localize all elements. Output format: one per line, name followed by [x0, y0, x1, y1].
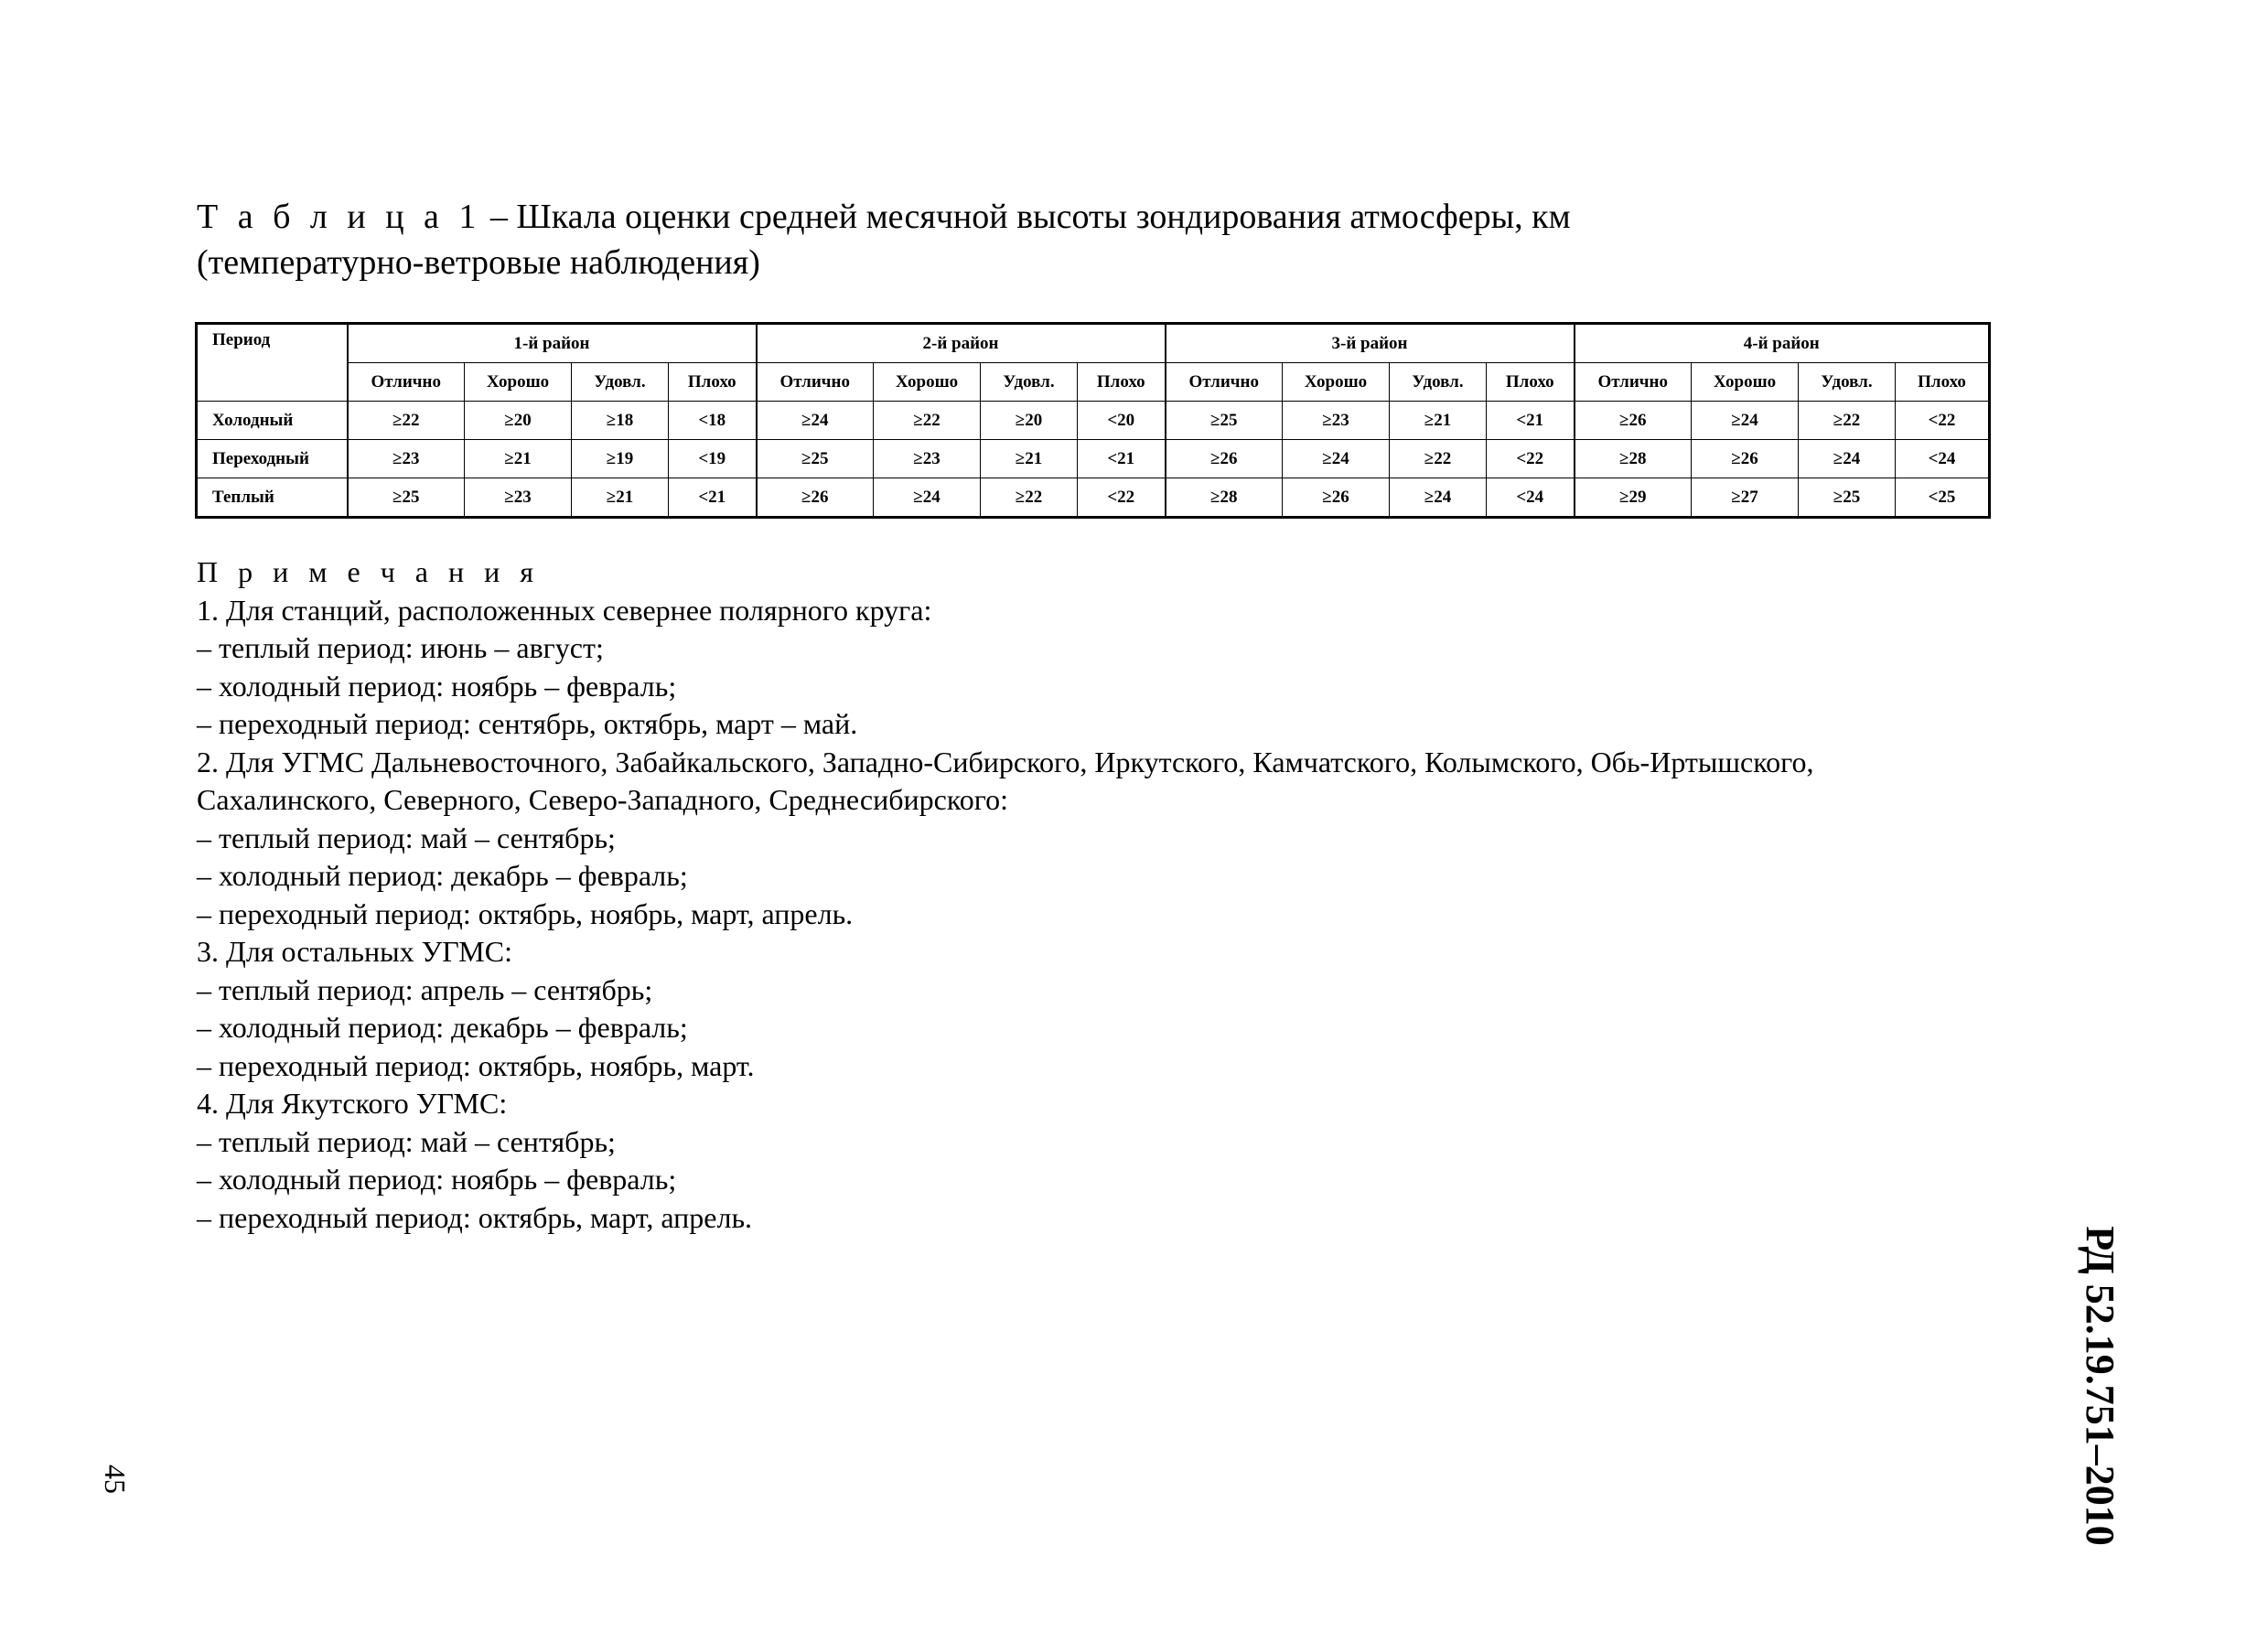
region-header: 2-й район	[757, 324, 1166, 363]
caption-line2: (температурно-ветровые наблюдения)	[197, 243, 760, 282]
value-cell: ≥25	[1799, 478, 1896, 518]
value-cell: ≥26	[1575, 402, 1692, 440]
note-line: – переходный период: октябрь, ноябрь, март, апрель.	[197, 896, 854, 930]
value-cell: <19	[669, 440, 757, 478]
region-header: 3-й район	[1166, 324, 1575, 363]
note-line: – теплый период: апрель – сентябрь;	[197, 972, 653, 1006]
value-cell: ≥26	[757, 478, 874, 518]
grade-header: Хорошо	[1692, 363, 1799, 402]
sounding-height-scale-table	[195, 322, 1991, 519]
grade-header: Хорошо	[874, 363, 981, 402]
value-cell: ≥24	[874, 478, 981, 518]
value-cell: ≥20	[981, 402, 1078, 440]
value-cell: <24	[1487, 478, 1575, 518]
value-cell: ≥24	[1799, 440, 1896, 478]
grade-header: Удовл.	[981, 363, 1078, 402]
value-cell: ≥23	[348, 440, 465, 478]
period-cell: Холодный	[197, 402, 348, 440]
value-cell: ≥28	[1166, 478, 1283, 518]
value-cell: ≥22	[1390, 440, 1487, 478]
grade-header: Отлично	[757, 363, 874, 402]
note-line: 3. Для остальных УГМС:	[197, 935, 512, 968]
value-cell: ≥24	[1390, 478, 1487, 518]
document-code: РД 52.19.751–2010	[2078, 1226, 2123, 1546]
value-cell: <24	[1896, 440, 1990, 478]
page-number: 45	[99, 1465, 132, 1494]
value-cell: ≥25	[1166, 402, 1283, 440]
value-cell: ≥26	[1166, 440, 1283, 478]
grade-header: Отлично	[348, 363, 465, 402]
value-cell: ≥24	[757, 402, 874, 440]
grade-header: Удовл.	[1390, 363, 1487, 402]
value-cell: ≥22	[981, 478, 1078, 518]
value-cell: ≥26	[1283, 478, 1390, 518]
grade-header: Удовл.	[572, 363, 669, 402]
value-cell: ≥21	[1390, 402, 1487, 440]
table-row	[197, 402, 1990, 440]
value-cell: ≥27	[1692, 478, 1799, 518]
value-cell: ≥21	[981, 440, 1078, 478]
value-cell: ≥18	[572, 402, 669, 440]
value-cell: ≥23	[465, 478, 572, 518]
grade-header: Плохо	[1896, 363, 1990, 402]
value-cell: <21	[669, 478, 757, 518]
value-cell: <18	[669, 402, 757, 440]
note-line: 2. Для УГМС Дальневосточного, Забайкальского, Западно-Сибирского, Иркутского, Камчатского, Колымского, Обь-Иртышского,	[197, 745, 1814, 778]
value-cell: ≥24	[1692, 402, 1799, 440]
value-cell: ≥22	[874, 402, 981, 440]
value-cell: ≥23	[874, 440, 981, 478]
caption-prefix: Т а б л и ц а 1	[197, 198, 482, 236]
value-cell: ≥28	[1575, 440, 1692, 478]
region-header: 4-й район	[1575, 324, 1990, 363]
value-cell: ≥21	[465, 440, 572, 478]
note-line: – холодный период: декабрь – февраль;	[197, 1011, 688, 1044]
region-header: 1-й район	[348, 324, 757, 363]
grade-header-row	[197, 363, 1990, 402]
value-cell: <20	[1078, 402, 1166, 440]
value-cell: <22	[1896, 402, 1990, 440]
table-caption	[197, 194, 1935, 285]
grade-header: Плохо	[1078, 363, 1166, 402]
period-cell: Переходный	[197, 440, 348, 478]
note-line: 4. Для Якутского УГМС:	[197, 1087, 508, 1120]
grade-header: Плохо	[1487, 363, 1575, 402]
value-cell: ≥24	[1283, 440, 1390, 478]
note-line: – переходный период: октябрь, ноябрь, март.	[197, 1048, 755, 1082]
note-line: – переходный период: сентябрь, октябрь, март – май.	[197, 707, 858, 740]
grade-header: Плохо	[669, 363, 757, 402]
note-line: – теплый период: июнь – август;	[197, 631, 604, 664]
value-cell: <25	[1896, 478, 1990, 518]
period-header: Период	[197, 324, 348, 402]
caption-text: – Шкала оценки средней месячной высоты зондирования атмосферы, км	[481, 198, 1571, 236]
note-line: – холодный период: декабрь – февраль;	[197, 859, 688, 892]
value-cell: <21	[1487, 402, 1575, 440]
notes-section	[197, 553, 2072, 1237]
grade-header: Отлично	[1166, 363, 1283, 402]
note-line: – холодный период: ноябрь – февраль;	[197, 1163, 677, 1196]
table-row	[197, 478, 1990, 518]
value-cell: ≥25	[757, 440, 874, 478]
note-line: 1. Для станций, расположенных севернее полярного круга:	[197, 593, 932, 627]
value-cell: ≥22	[1799, 402, 1896, 440]
value-cell: <22	[1078, 478, 1166, 518]
value-cell: ≥19	[572, 440, 669, 478]
value-cell: ≥26	[1692, 440, 1799, 478]
note-line: – переходный период: октябрь, март, апрель.	[197, 1200, 753, 1234]
grade-header: Удовл.	[1799, 363, 1896, 402]
region-header-row	[197, 324, 1990, 363]
note-line: – холодный период: ноябрь – февраль;	[197, 669, 677, 703]
grade-header: Хорошо	[1283, 363, 1390, 402]
table-row	[197, 440, 1990, 478]
notes-heading: П р и м е ч а н и я	[197, 555, 540, 588]
value-cell: ≥29	[1575, 478, 1692, 518]
value-cell: ≥23	[1283, 402, 1390, 440]
note-line: – теплый период: май – сентябрь;	[197, 1124, 616, 1158]
value-cell: ≥22	[348, 402, 465, 440]
grade-header: Хорошо	[465, 363, 572, 402]
value-cell: ≥20	[465, 402, 572, 440]
value-cell: ≥25	[348, 478, 465, 518]
value-cell: <22	[1487, 440, 1575, 478]
note-line: Сахалинского, Северного, Северо-Западного, Среднесибирского:	[197, 783, 1008, 816]
note-line: – теплый период: май – сентябрь;	[197, 821, 616, 854]
period-cell: Теплый	[197, 478, 348, 518]
value-cell: <21	[1078, 440, 1166, 478]
grade-header: Отлично	[1575, 363, 1692, 402]
value-cell: ≥21	[572, 478, 669, 518]
